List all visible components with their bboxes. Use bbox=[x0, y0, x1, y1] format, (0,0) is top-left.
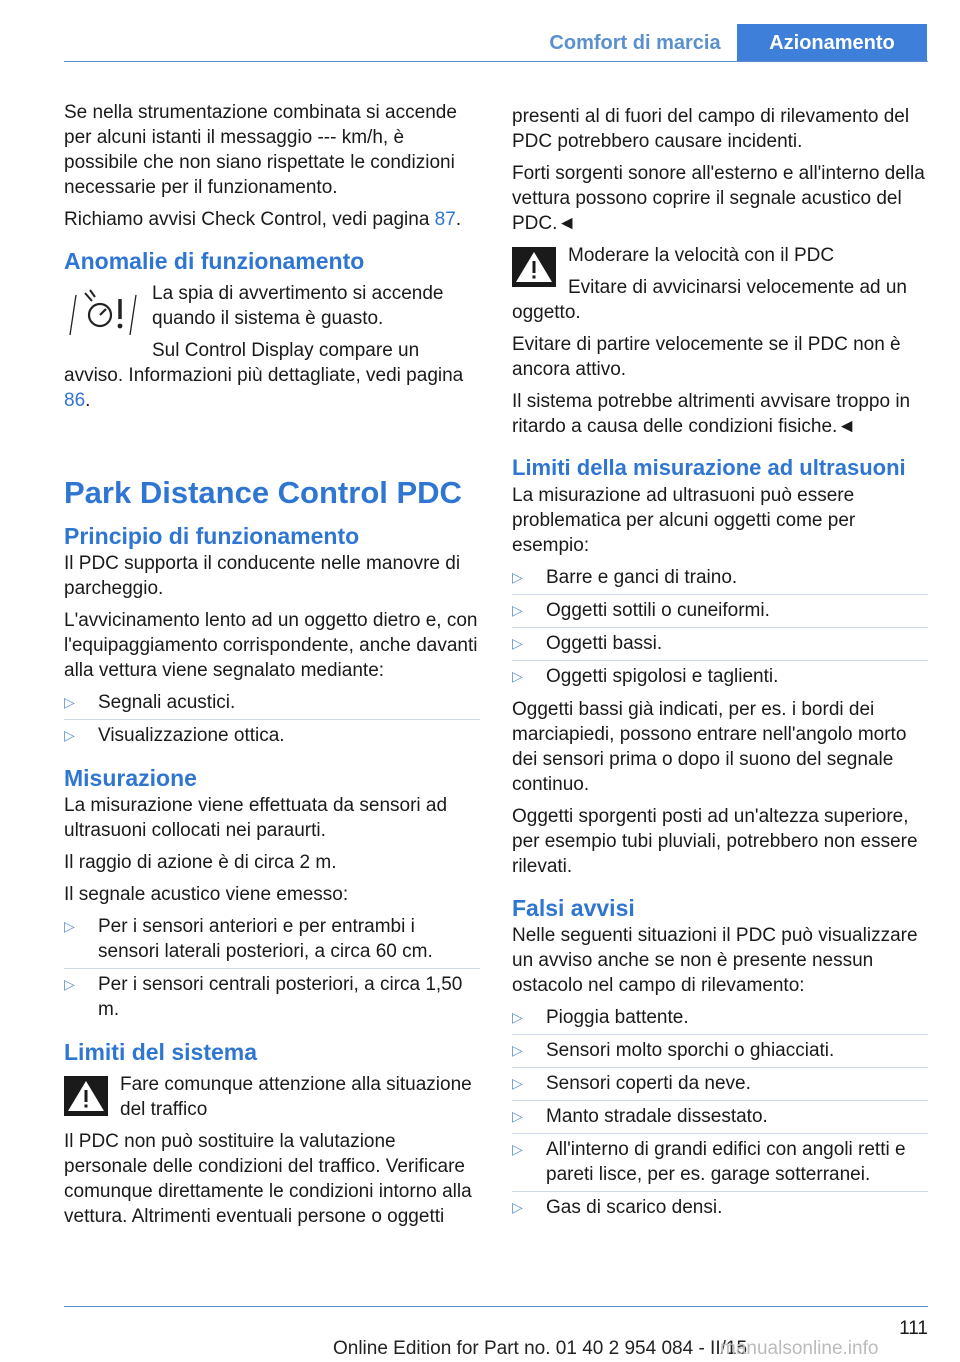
paragraph: Il segnale acustico viene emesso: bbox=[64, 884, 349, 905]
paragraph bbox=[64, 338, 480, 413]
paragraph: La spia di avvertimento si accende quando il sistema è guasto. bbox=[152, 283, 444, 329]
warning-triangle-icon bbox=[64, 1076, 108, 1116]
triangle-bullet-icon: ▷ bbox=[512, 668, 523, 684]
page-header bbox=[0, 0, 960, 62]
warning-text: Fare comunque attenzione alla situazione del traffico bbox=[120, 1074, 472, 1120]
principio-list bbox=[64, 690, 480, 749]
chapter-tab[interactable]: Azionamento bbox=[737, 24, 927, 62]
list-item: ▷ Oggetti bassi. bbox=[512, 631, 928, 657]
page-number: 111 bbox=[899, 1318, 928, 1339]
list-item: ▷ Pioggia battente. bbox=[512, 1005, 928, 1031]
heading-misurazione: Misurazione bbox=[64, 765, 197, 791]
paragraph: Il PDC non può sostituire la valutazione personale delle condizioni del traffico. Verificare comunque direttamente le condizioni intorno alla vettura. Altrimenti eventuali persone o oggetti bbox=[64, 1131, 472, 1227]
triangle-bullet-icon: ▷ bbox=[64, 918, 75, 934]
triangle-bullet-icon: ▷ bbox=[512, 1141, 523, 1157]
warning-triangle-icon bbox=[512, 247, 556, 287]
paragraph: Evitare di partire velocemente se il PDC non è ancora attivo. bbox=[512, 334, 901, 380]
triangle-bullet-icon: ▷ bbox=[512, 1108, 523, 1124]
list-item: ▷ All'interno di grandi edifici con angoli retti e pareti lisce, per es. garage sotterranei. bbox=[512, 1137, 928, 1188]
triangle-bullet-icon: ▷ bbox=[512, 1075, 523, 1091]
list-item: ▷ Gas di scarico densi. bbox=[512, 1195, 928, 1221]
paragraph: Nelle seguenti situazioni il PDC può visualizzare un avviso anche se non è presente nessun ostacolo nel campo di rilevamento: bbox=[512, 925, 918, 996]
paragraph: Oggetti bassi già indicati, per es. i bordi dei marciapiedi, possono entrare nell'angolo morto dei sensori prima o dopo il suono del segnale continuo. bbox=[512, 699, 907, 795]
heading-principio: Principio di funzionamento bbox=[64, 523, 360, 549]
paragraph: Il PDC supporta il conducente nelle manovre di parcheggio. bbox=[64, 553, 461, 599]
ultrasuoni-list bbox=[512, 565, 928, 690]
paragraph: presenti al di fuori del campo di rilevamento del PDC potrebbero causare incidenti. bbox=[512, 106, 910, 152]
list-item: ▷ Barre e ganci di traino. bbox=[512, 565, 928, 591]
paragraph: Oggetti sporgenti posti ad un'altezza superiore, per esempio tubi pluviali, potrebbero non essere rilevati. bbox=[512, 806, 918, 877]
falsi-avvisi-list bbox=[512, 1005, 928, 1221]
paragraph: Il raggio di azione è di circa 2 m. bbox=[64, 852, 337, 873]
triangle-bullet-icon: ▷ bbox=[512, 1042, 523, 1058]
heading-anomalie: Anomalie di funzionamento bbox=[64, 248, 365, 274]
triangle-bullet-icon: ▷ bbox=[512, 602, 523, 618]
page-link-86[interactable]: 86 bbox=[64, 390, 86, 411]
text: Richiamo avvisi Check Control, vedi pagina bbox=[64, 209, 435, 230]
list-item: ▷ Oggetti spigolosi e taglienti. bbox=[512, 664, 928, 690]
list-item: ▷ Sensori molto sporchi o ghiacciati. bbox=[512, 1038, 928, 1064]
list-item: ▷ Per i sensori centrali posteriori, a circa 1,50 m. bbox=[64, 972, 480, 1023]
list-item: ▷ Per i sensori anteriori e per entrambi i sensori laterali posteriori, a circa 60 cm. bbox=[64, 914, 480, 965]
page-link-87[interactable]: 87 bbox=[434, 209, 456, 230]
triangle-bullet-icon: ▷ bbox=[512, 1009, 523, 1025]
paragraph bbox=[64, 207, 480, 232]
list-item: ▷ Oggetti sottili o cuneiformi. bbox=[512, 598, 928, 624]
heading-limiti: Limiti del sistema bbox=[64, 1039, 258, 1065]
paragraph: La misurazione ad ultrasuoni può essere problematica per alcuni oggetti come per esempio: bbox=[512, 485, 856, 556]
warning-title: Moderare la velocità con il PDC bbox=[568, 245, 835, 266]
footer-rule bbox=[64, 1306, 928, 1307]
paragraph: Forti sorgenti sonore all'esterno e all'interno della vettura possono coprire il segnale acustico del PDC.◄ bbox=[512, 163, 925, 234]
section-tab[interactable]: Comfort di marcia bbox=[549, 32, 721, 54]
text: . bbox=[455, 209, 462, 230]
paragraph: Il sistema potrebbe altrimenti avvisare troppo in ritardo a causa delle condizioni fisiche.◄ bbox=[512, 391, 911, 437]
misurazione-list bbox=[64, 914, 480, 1023]
text: . bbox=[85, 390, 91, 411]
heading-pdc: Park Distance Control PDC bbox=[64, 475, 462, 510]
watermark: manualsonline.info bbox=[720, 1338, 879, 1359]
triangle-bullet-icon: ▷ bbox=[64, 694, 75, 710]
list-item: ▷ Segnali acustici. bbox=[64, 690, 480, 716]
heading-falsi-avvisi: Falsi avvisi bbox=[512, 895, 635, 921]
triangle-bullet-icon: ▷ bbox=[512, 635, 523, 651]
paragraph: L'avvicinamento lento ad un oggetto dietro e, con l'equipaggiamento corrispondente, anche davanti alla vettura viene segnalato mediante: bbox=[64, 610, 478, 681]
left-column bbox=[64, 100, 480, 1236]
triangle-bullet-icon: ▷ bbox=[64, 727, 75, 743]
triangle-bullet-icon: ▷ bbox=[512, 569, 523, 585]
pdc-warning-light-icon bbox=[64, 285, 142, 341]
list-item: ▷ Manto stradale dissestato. bbox=[512, 1104, 928, 1130]
list-item: ▷ Sensori coperti da neve. bbox=[512, 1071, 928, 1097]
paragraph: Evitare di avvicinarsi velocemente ad un oggetto. bbox=[512, 277, 908, 323]
heading-ultrasuoni: Limiti della misurazione ad ultrasuoni bbox=[512, 455, 906, 480]
triangle-bullet-icon: ▷ bbox=[512, 1199, 523, 1215]
paragraph: La misurazione viene effettuata da sensori ad ultrasuoni collocati nei paraurti. bbox=[64, 795, 448, 841]
paragraph: Se nella strumentazione combinata si accende per alcuni istanti il messaggio --- km/h, è possibile che non siano rispettate le condizioni necessarie per il funzionamento. bbox=[64, 102, 457, 198]
text: Sul Control Display compare un avviso. Informazioni più dettagliate, vedi pagina bbox=[64, 340, 464, 386]
list-item: ▷ Visualizzazione ottica. bbox=[64, 723, 480, 749]
triangle-bullet-icon: ▷ bbox=[64, 976, 75, 992]
edition-info: Online Edition for Part no. 01 40 2 954 084 - II/15 bbox=[332, 1338, 748, 1359]
right-column bbox=[512, 104, 928, 1228]
header-rule bbox=[64, 61, 928, 62]
